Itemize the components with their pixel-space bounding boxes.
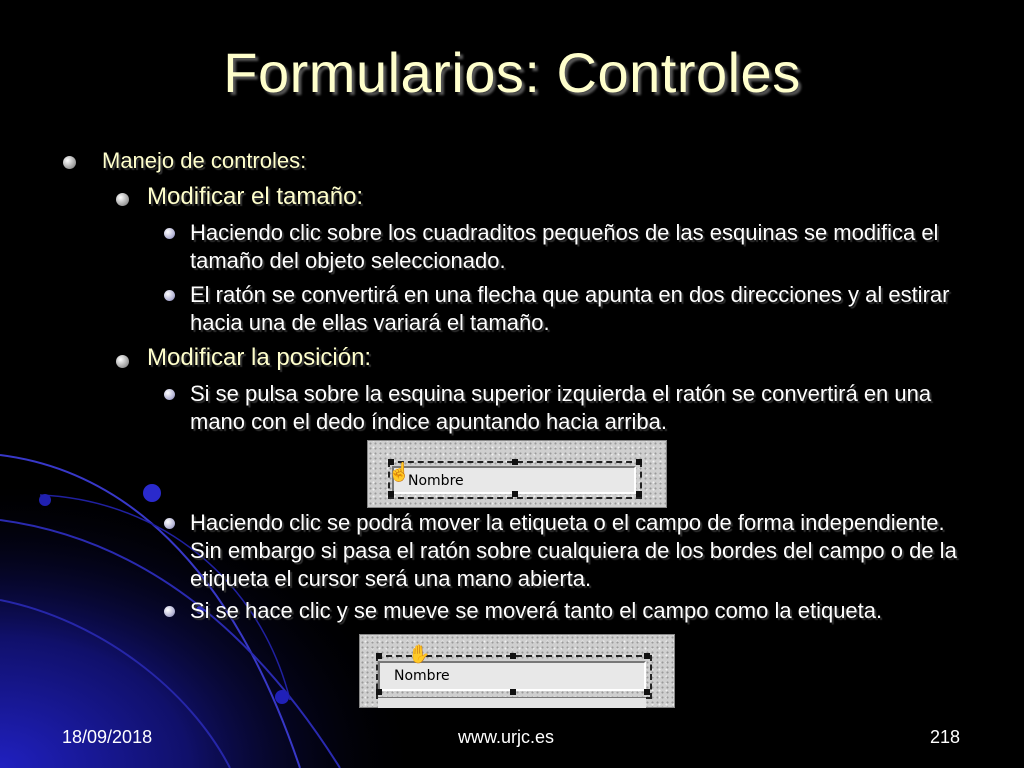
bullet-icon	[164, 518, 175, 529]
resize-handle	[636, 491, 642, 497]
bullet-icon	[63, 156, 76, 169]
resize-handle	[388, 491, 394, 497]
resize-handle	[636, 459, 642, 465]
pointing-hand-cursor-icon: ☝	[388, 462, 411, 482]
resize-handle	[512, 491, 518, 497]
control-screenshot-open-hand	[359, 634, 675, 708]
bullet-icon	[116, 193, 129, 206]
nombre-field	[392, 466, 636, 494]
nombre-field-label: Nombre	[394, 668, 450, 684]
bullet-icon	[164, 290, 175, 301]
footer-date: 18/09/2018	[62, 727, 153, 747]
bullet-posicion-1: Si se pulsa sobre la esquina superior izquierda el ratón se convertirá en una mano con el dedo índice apuntando hacia arriba.	[190, 381, 932, 434]
bullet-posicion-3: Si se hace clic y se mueve se moverá tanto el campo como la etiqueta.	[190, 598, 883, 623]
bullet-icon	[116, 355, 129, 368]
resize-handle	[512, 459, 518, 465]
resize-handle	[510, 689, 516, 695]
bullet-tamano-2: El ratón se convertirá en una flecha que apunta en dos direcciones y al estirar hacia una de ellas variará el tamaño.	[190, 282, 950, 335]
bullet-icon	[164, 606, 175, 617]
bullet-icon	[164, 389, 175, 400]
field-bottom-strip	[378, 697, 646, 708]
open-hand-cursor-icon: ✋	[408, 644, 431, 664]
resize-handle	[644, 653, 650, 659]
resize-handle	[376, 653, 382, 659]
bullet-modificar-posicion: Modificar la posición:	[147, 344, 372, 371]
bullet-posicion-2: Haciendo clic se podrá mover la etiqueta o el campo de forma independiente. Sin embargo si pasa el ratón sobre cualquiera de los bordes del campo o de la etiqueta el cursor será una mano abierta.	[190, 510, 957, 591]
bullet-manejo: Manejo de controles:	[102, 148, 307, 173]
resize-handle	[376, 689, 382, 695]
bullet-icon	[164, 228, 175, 239]
nombre-field-label: Nombre	[408, 473, 464, 489]
resize-handle	[644, 689, 650, 695]
bullet-modificar-tamano: Modificar el tamaño:	[147, 183, 364, 210]
nombre-field	[378, 661, 646, 691]
slide-title: Formularios: Controles	[223, 41, 801, 104]
bullet-tamano-1: Haciendo clic sobre los cuadraditos pequeños de las esquinas se modifica el tamaño del objeto seleccionado.	[190, 220, 939, 273]
resize-handle	[510, 653, 516, 659]
footer-website: www.urjc.es	[458, 727, 555, 747]
footer-page-number: 218	[930, 727, 961, 747]
control-screenshot-pointing-hand	[367, 440, 667, 508]
